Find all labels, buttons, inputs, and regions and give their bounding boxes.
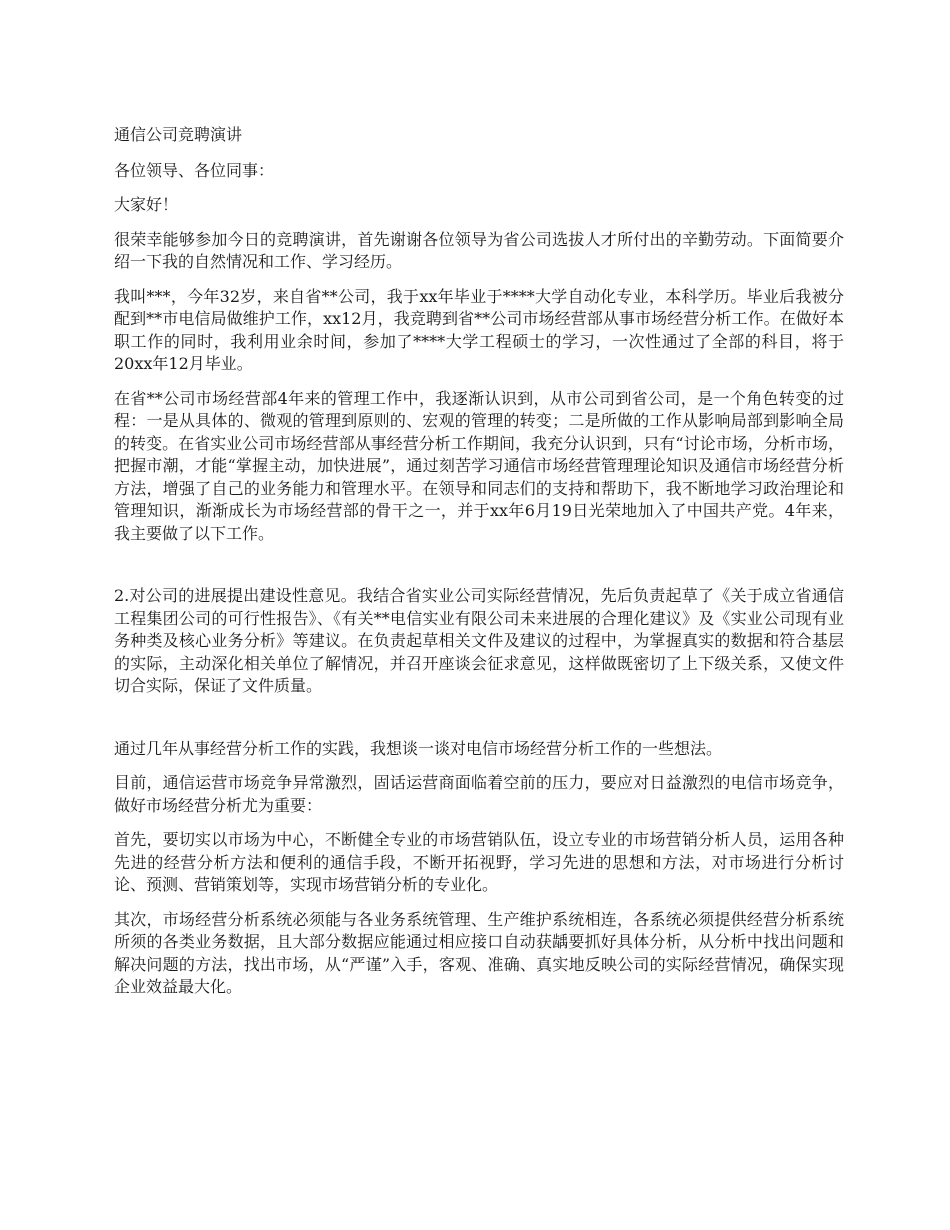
greeting: 大家好！	[114, 195, 179, 214]
paragraph-background: 我叫***，今年32岁，来自省**公司，我于xx年毕业于****大学自动化专业，本科学历。毕业后我被分配到**市电信局做维护工作，xx12月，我竞聘到省**公司市场经营部从事市场经营分析工作。在做好本职工作的同时，我利用业余时间，参加了****大学工程硕士的学习，一次性通过了全部的科目，将于20xx年12月毕业。	[114, 286, 844, 373]
paragraph-experience: 在省**公司市场经营部4年来的管理工作中，我逐渐认识到，从市公司到省公司，是一个角色转变的过程：一是从具体的、微观的管理到原则的、宏观的管理的转变；二是所做的工作从影响局部到影响全局的转变。在省实业公司市场经营部从事经营分析工作期间，我充分认识到，只有“讨论市场，分析市场，把握市潮，才能“掌握主动，加快进展”，通过刻苦学习通信市场经营管理理论知识及通信市场经营分析方法，增强了自己的业务能力和管理水平。在领导和同志们的支持和帮助下，我不断地学习政治理论和管理知识，渐渐成长为市场经营部的骨干之一，并于xx年6月19日光荣地加入了中国共产党。4年来，我主要做了以下工作。	[114, 388, 844, 543]
salutation: 各位领导、各位同事：	[114, 160, 275, 180]
paragraph-current-situation: 目前，通信运营市场竞争异常激烈，固话运营商面临着空前的压力，要应对日益激烈的电信市场竞争，做好市场经营分析尤为重要：	[114, 773, 844, 815]
paragraph-intro: 很荣幸能够参加今日的竞聘演讲，首先谢谢各位领导为省公司选拔人才所付出的辛勤劳动。下面简要介绍一下我的自然情况和工作、学习经历。	[114, 229, 844, 271]
paragraph-thoughts: 通过几年从事经营分析工作的实践，我想谈一谈对电信市场经营分析工作的一些想法。	[114, 738, 723, 758]
paragraph-first: 首先，要切实以市场为中心，不断健全专业的市场营销队伍，设立专业的市场营销分析人员，运用各种先进的经营分析方法和便利的通信手段，不断开拓视野，学习先进的思想和方法，对市场进行分析讨论、预测、营销策划等，实现市场营销分析的专业化。	[114, 830, 844, 894]
paragraph-suggestions: 2.对公司的进展提出建设性意见。我结合省实业公司实际经营情况，先后负责起草了《关于成立省通信工程集团公司的可行性报告》、《有关**电信实业有限公司未来进展的合理化建议》及《实业公司现有业务种类及核心业务分析》等建议。在负责起草相关文件及建议的过程中，为掌握真实的数据和符合基层的实际，主动深化相关单位了解情况，并召开座谈会征求意见，这样做既密切了上下级关系，又使文件切合实际，保证了文件质量。	[114, 586, 844, 695]
paragraph-second: 其次，市场经营分析系统必须能与各业务系统管理、生产维护系统相连，各系统必须提供经营分析系统所须的各类业务数据，且大部分数据应能通过相应接口自动获龋要抓好具体分析，从分析中找出问题和解决问题的方法，找出市场，从“严谨”入手，客观、准确、真实地反映公司的实际经营情况，确保实现企业效益最大化。	[114, 909, 844, 996]
document-title: 通信公司竞聘演讲	[114, 125, 243, 144]
document-body	[114, 124, 844, 1011]
